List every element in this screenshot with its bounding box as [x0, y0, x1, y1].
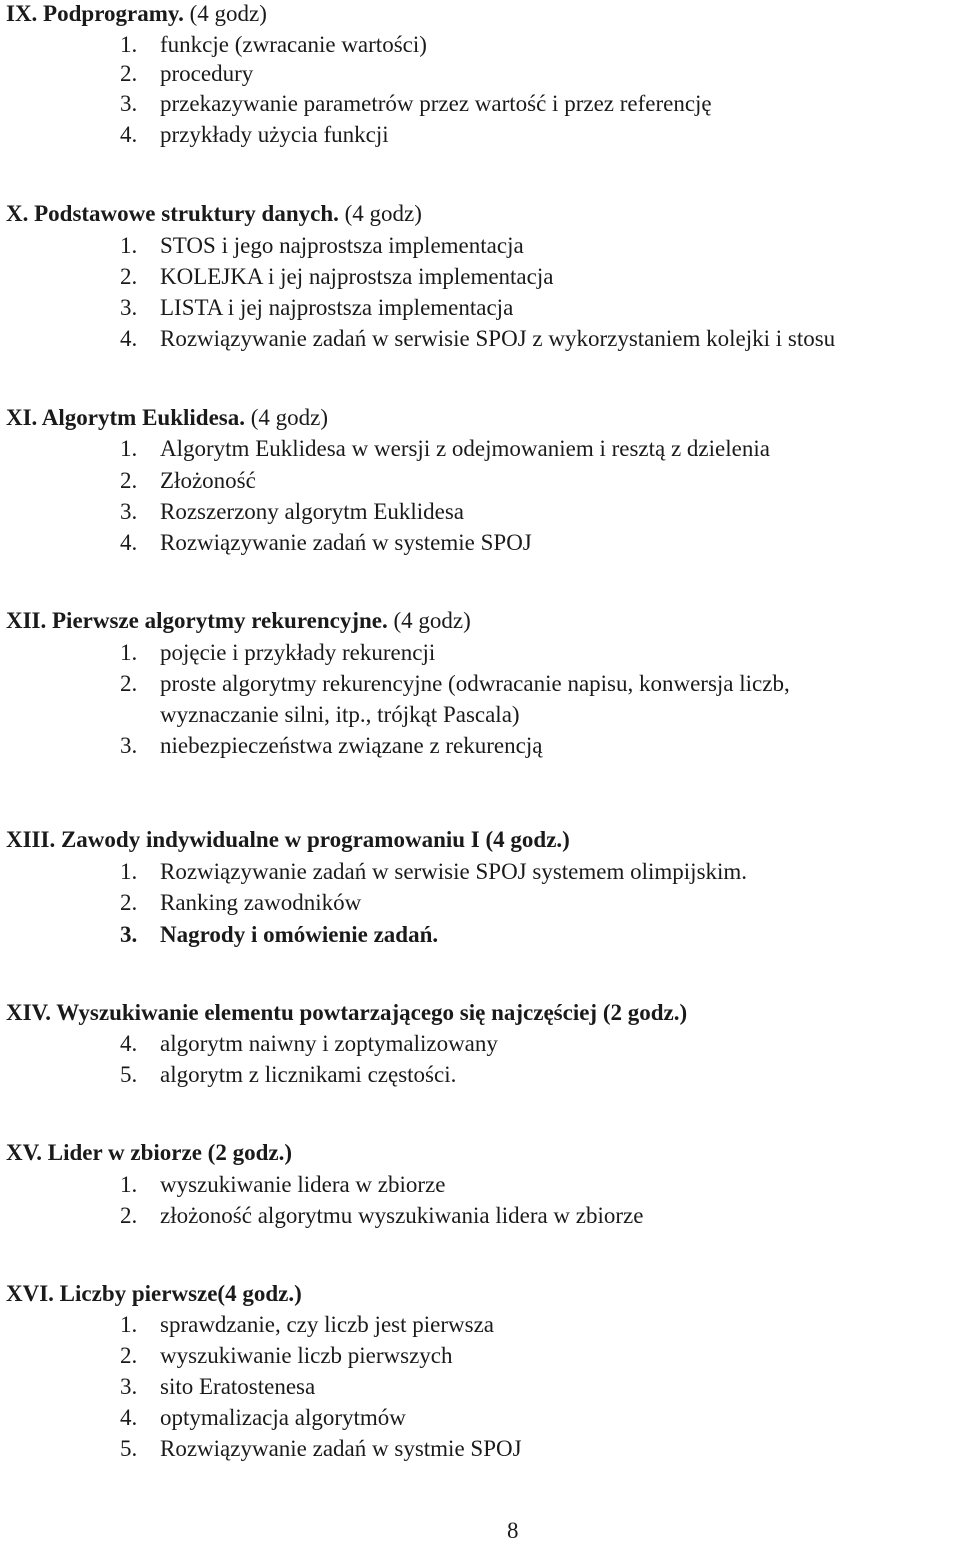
- list-item: Rozwiązywanie zadań w systmie SPOJ: [160, 1436, 522, 1461]
- list-item-number: 3.: [120, 91, 138, 116]
- list-item: funkcje (zwracanie wartości): [160, 32, 427, 57]
- list-item: niebezpieczeństwa związane z rekurencją: [160, 733, 543, 758]
- list-item: pojęcie i przykłady rekurencji: [160, 640, 436, 665]
- list-item-number: 3.: [120, 1374, 138, 1399]
- list-item-number: 3.: [120, 295, 138, 320]
- list-item: Rozszerzony algorytm Euklidesa: [160, 499, 465, 524]
- list-item-number: 5.: [120, 1062, 138, 1087]
- list-item-number: 4.: [120, 326, 138, 351]
- list-item: Złożoność: [160, 468, 256, 493]
- section-heading-ix: IX. Podprogramy. (4 godz): [6, 1, 267, 26]
- list-item: Nagrody i omówienie zadań.: [160, 922, 439, 947]
- list-item-number: 5.: [120, 1436, 138, 1461]
- section-heading-xiv: XIV. Wyszukiwanie elementu powtarzającego się najczęściej (2 godz.): [6, 1000, 688, 1025]
- list-item: Rozwiązywanie zadań w systemie SPOJ: [160, 530, 532, 555]
- list-item-number: 1.: [120, 1312, 138, 1337]
- list-item: sprawdzanie, czy liczb jest pierwsza: [160, 1312, 494, 1337]
- list-item-number: 2.: [120, 671, 138, 696]
- list-item-number: 4.: [120, 1031, 138, 1056]
- list-item: optymalizacja algorytmów: [160, 1405, 406, 1430]
- list-item: przykłady użycia funkcji: [160, 122, 389, 147]
- list-item: LISTA i jej najprostsza implementacja: [160, 295, 514, 320]
- list-item: sito Eratostenesa: [160, 1374, 316, 1399]
- section-heading-xvi: XVI. Liczby pierwsze(4 godz.): [6, 1281, 302, 1306]
- list-item-continuation: wyznaczanie silni, itp., trójkąt Pascala): [160, 702, 520, 727]
- list-item-number: 1.: [120, 233, 138, 258]
- list-item: wyszukiwanie liczb pierwszych: [160, 1343, 453, 1368]
- list-item: złożoność algorytmu wyszukiwania lidera w zbiorze: [160, 1203, 644, 1228]
- list-item: algorytm z licznikami częstości.: [160, 1062, 457, 1087]
- list-item-number: 2.: [120, 264, 138, 289]
- list-item-number: 4.: [120, 530, 138, 555]
- section-heading-xii: XII. Pierwsze algorytmy rekurencyjne. (4 godz): [6, 608, 471, 633]
- list-item-number: 1.: [120, 32, 138, 57]
- list-item: algorytm naiwny i zoptymalizowany: [160, 1031, 498, 1056]
- list-item: procedury: [160, 61, 254, 86]
- list-item-number: 2.: [120, 890, 138, 915]
- list-item: Rozwiązywanie zadań w serwisie SPOJ systemem olimpijskim.: [160, 859, 748, 884]
- list-item-number: 3.: [120, 733, 138, 758]
- section-heading-x: X. Podstawowe struktury danych. (4 godz): [6, 201, 422, 226]
- list-item-number: 1.: [120, 640, 138, 665]
- list-item: KOLEJKA i jej najprostsza implementacja: [160, 264, 554, 289]
- list-item: proste algorytmy rekurencyjne (odwracanie napisu, konwersja liczb,: [160, 671, 790, 696]
- section-heading-xiii: XIII. Zawody indywidualne w programowaniu I (4 godz.): [6, 827, 570, 852]
- list-item-number: 4.: [120, 122, 138, 147]
- list-item-number: 2.: [120, 1343, 138, 1368]
- list-item-number: 1.: [120, 1172, 138, 1197]
- list-item: przekazywanie parametrów przez wartość i przez referencję: [160, 91, 712, 116]
- list-item: Ranking zawodników: [160, 890, 362, 915]
- list-item: STOS i jego najprostsza implementacja: [160, 233, 524, 258]
- list-item: Algorytm Euklidesa w wersji z odejmowaniem i resztą z dzielenia: [160, 436, 770, 461]
- list-item-number: 1.: [120, 859, 138, 884]
- section-heading-xv: XV. Lider w zbiorze (2 godz.): [6, 1140, 292, 1165]
- section-heading-xi: XI. Algorytm Euklidesa. (4 godz): [6, 405, 329, 430]
- list-item-number: 2.: [120, 1203, 138, 1228]
- list-item: Rozwiązywanie zadań w serwisie SPOJ z wykorzystaniem kolejki i stosu: [160, 326, 836, 351]
- list-item-number: 3.: [120, 499, 138, 524]
- list-item-number: 1.: [120, 436, 138, 461]
- list-item-number: 2.: [120, 61, 138, 86]
- page-number: 8: [507, 1518, 519, 1543]
- list-item: wyszukiwanie lidera w zbiorze: [160, 1172, 446, 1197]
- list-item-number: 2.: [120, 468, 138, 493]
- list-item-number: 4.: [120, 1405, 138, 1430]
- list-item-number: 3.: [120, 922, 138, 947]
